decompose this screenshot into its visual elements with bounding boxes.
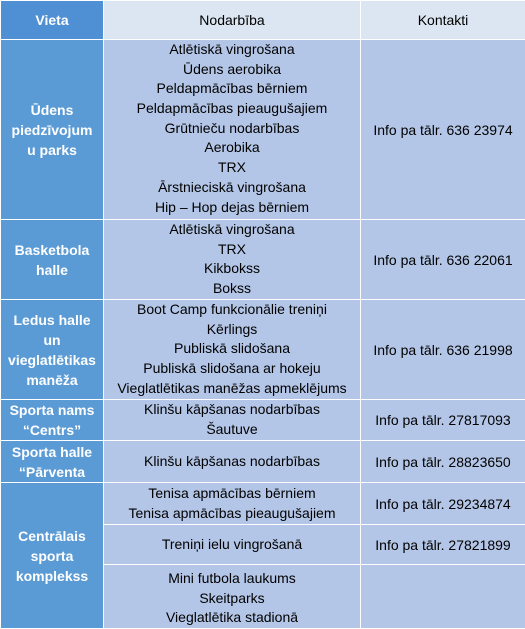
activity-item: Klinšu kāpšanas nodarbības bbox=[104, 452, 360, 472]
activity-item: Vieglatlētika stadionā bbox=[104, 608, 360, 628]
table-row bbox=[1, 40, 525, 220]
place-line: un bbox=[1, 330, 103, 350]
place-cell bbox=[1, 483, 104, 629]
activity-item: Bokss bbox=[104, 279, 360, 299]
table-row bbox=[1, 400, 525, 441]
header-kontakti: Kontakti bbox=[361, 1, 525, 40]
place-line: sporta bbox=[1, 546, 103, 566]
activity-item: TRX bbox=[104, 240, 360, 260]
place-line: vieglatlētikas bbox=[1, 350, 103, 370]
activity-item: Vieglatlētikas manēžas apmeklējums bbox=[104, 379, 360, 399]
contact-cell: Info pa tālr. 636 21998 bbox=[361, 300, 525, 400]
activity-item: Kērlings bbox=[104, 320, 360, 340]
activity-item: Peldapmācības pieaugušajiem bbox=[104, 99, 360, 119]
activities-cell bbox=[104, 565, 361, 629]
place-line: “Pārventa bbox=[1, 462, 103, 482]
contact-cell: Info pa tālr. 636 23974 bbox=[361, 40, 525, 220]
place-line: manēža bbox=[1, 370, 103, 390]
activities-cell bbox=[104, 400, 361, 441]
activity-item: Skeitparks bbox=[104, 589, 360, 609]
activity-item: Boot Camp funkcionālie treniņi bbox=[104, 300, 360, 320]
activity-item: Šautuve bbox=[104, 420, 360, 440]
contact-cell: Info pa tālr. 636 22061 bbox=[361, 220, 525, 300]
table-row bbox=[1, 441, 525, 483]
header-vieta: Vieta bbox=[1, 1, 104, 40]
place-cell bbox=[1, 300, 104, 400]
place-line: piedzīvojum bbox=[1, 120, 103, 140]
place-line: Sporta halle bbox=[1, 442, 103, 462]
activity-item: Grūtnieču nodarbības bbox=[104, 119, 360, 139]
activity-item: Peldapmācības bērniem bbox=[104, 79, 360, 99]
activities-cell bbox=[104, 441, 361, 483]
activities-cell bbox=[104, 525, 361, 565]
activity-item: Ūdens aerobika bbox=[104, 60, 360, 80]
activity-item: Atlētiskā vingrošana bbox=[104, 220, 360, 240]
place-line: “Centrs” bbox=[1, 420, 103, 440]
activity-item: Tenisa apmācības bērniem bbox=[104, 484, 360, 504]
table-row bbox=[1, 300, 525, 400]
activities-cell bbox=[104, 40, 361, 220]
activity-item: Ārstnieciskā vingrošana bbox=[104, 178, 360, 198]
place-line: u parks bbox=[1, 140, 103, 160]
place-line: Sporta nams bbox=[1, 400, 103, 420]
activities-cell bbox=[104, 483, 361, 525]
place-line: Centrālais bbox=[1, 526, 103, 546]
activity-item: Treniņi ielu vingrošanā bbox=[104, 535, 360, 555]
activity-item: Tenisa apmācības pieaugušajiem bbox=[104, 504, 360, 524]
activity-item: Publiskā slidošana ar hokeju bbox=[104, 359, 360, 379]
activity-item: Aerobika bbox=[104, 138, 360, 158]
activities-cell bbox=[104, 220, 361, 300]
place-line: Basketbola bbox=[1, 240, 103, 260]
header-nodarbiba: Nodarbība bbox=[104, 1, 361, 40]
activity-item: Publiskā slidošana bbox=[104, 339, 360, 359]
place-line: halle bbox=[1, 260, 103, 280]
activity-item: Klinšu kāpšanas nodarbības bbox=[104, 400, 360, 420]
place-cell bbox=[1, 220, 104, 300]
activities-cell bbox=[104, 300, 361, 400]
activity-item: TRX bbox=[104, 158, 360, 178]
place-line: komplekss bbox=[1, 566, 103, 586]
contact-cell: Info pa tālr. 27817093 bbox=[361, 400, 525, 441]
contact-cell: Info pa tālr. 28823650 bbox=[361, 441, 525, 483]
activity-item: Hip – Hop dejas bērniem bbox=[104, 198, 360, 218]
activity-item: Atlētiskā vingrošana bbox=[104, 40, 360, 60]
place-line: Ūdens bbox=[1, 100, 103, 120]
place-cell bbox=[1, 40, 104, 220]
contact-cell: Info pa tālr. 27821899 bbox=[361, 525, 525, 565]
header-row bbox=[1, 1, 525, 40]
activity-item: Kikbokss bbox=[104, 259, 360, 279]
contact-cell bbox=[361, 565, 525, 629]
place-cell bbox=[1, 400, 104, 441]
place-line: Ledus halle bbox=[1, 310, 103, 330]
table-row bbox=[1, 220, 525, 300]
table-row bbox=[1, 483, 525, 525]
contact-cell: Info pa tālr. 29234874 bbox=[361, 483, 525, 525]
place-cell bbox=[1, 441, 104, 483]
activity-item: Mini futbola laukums bbox=[104, 569, 360, 589]
